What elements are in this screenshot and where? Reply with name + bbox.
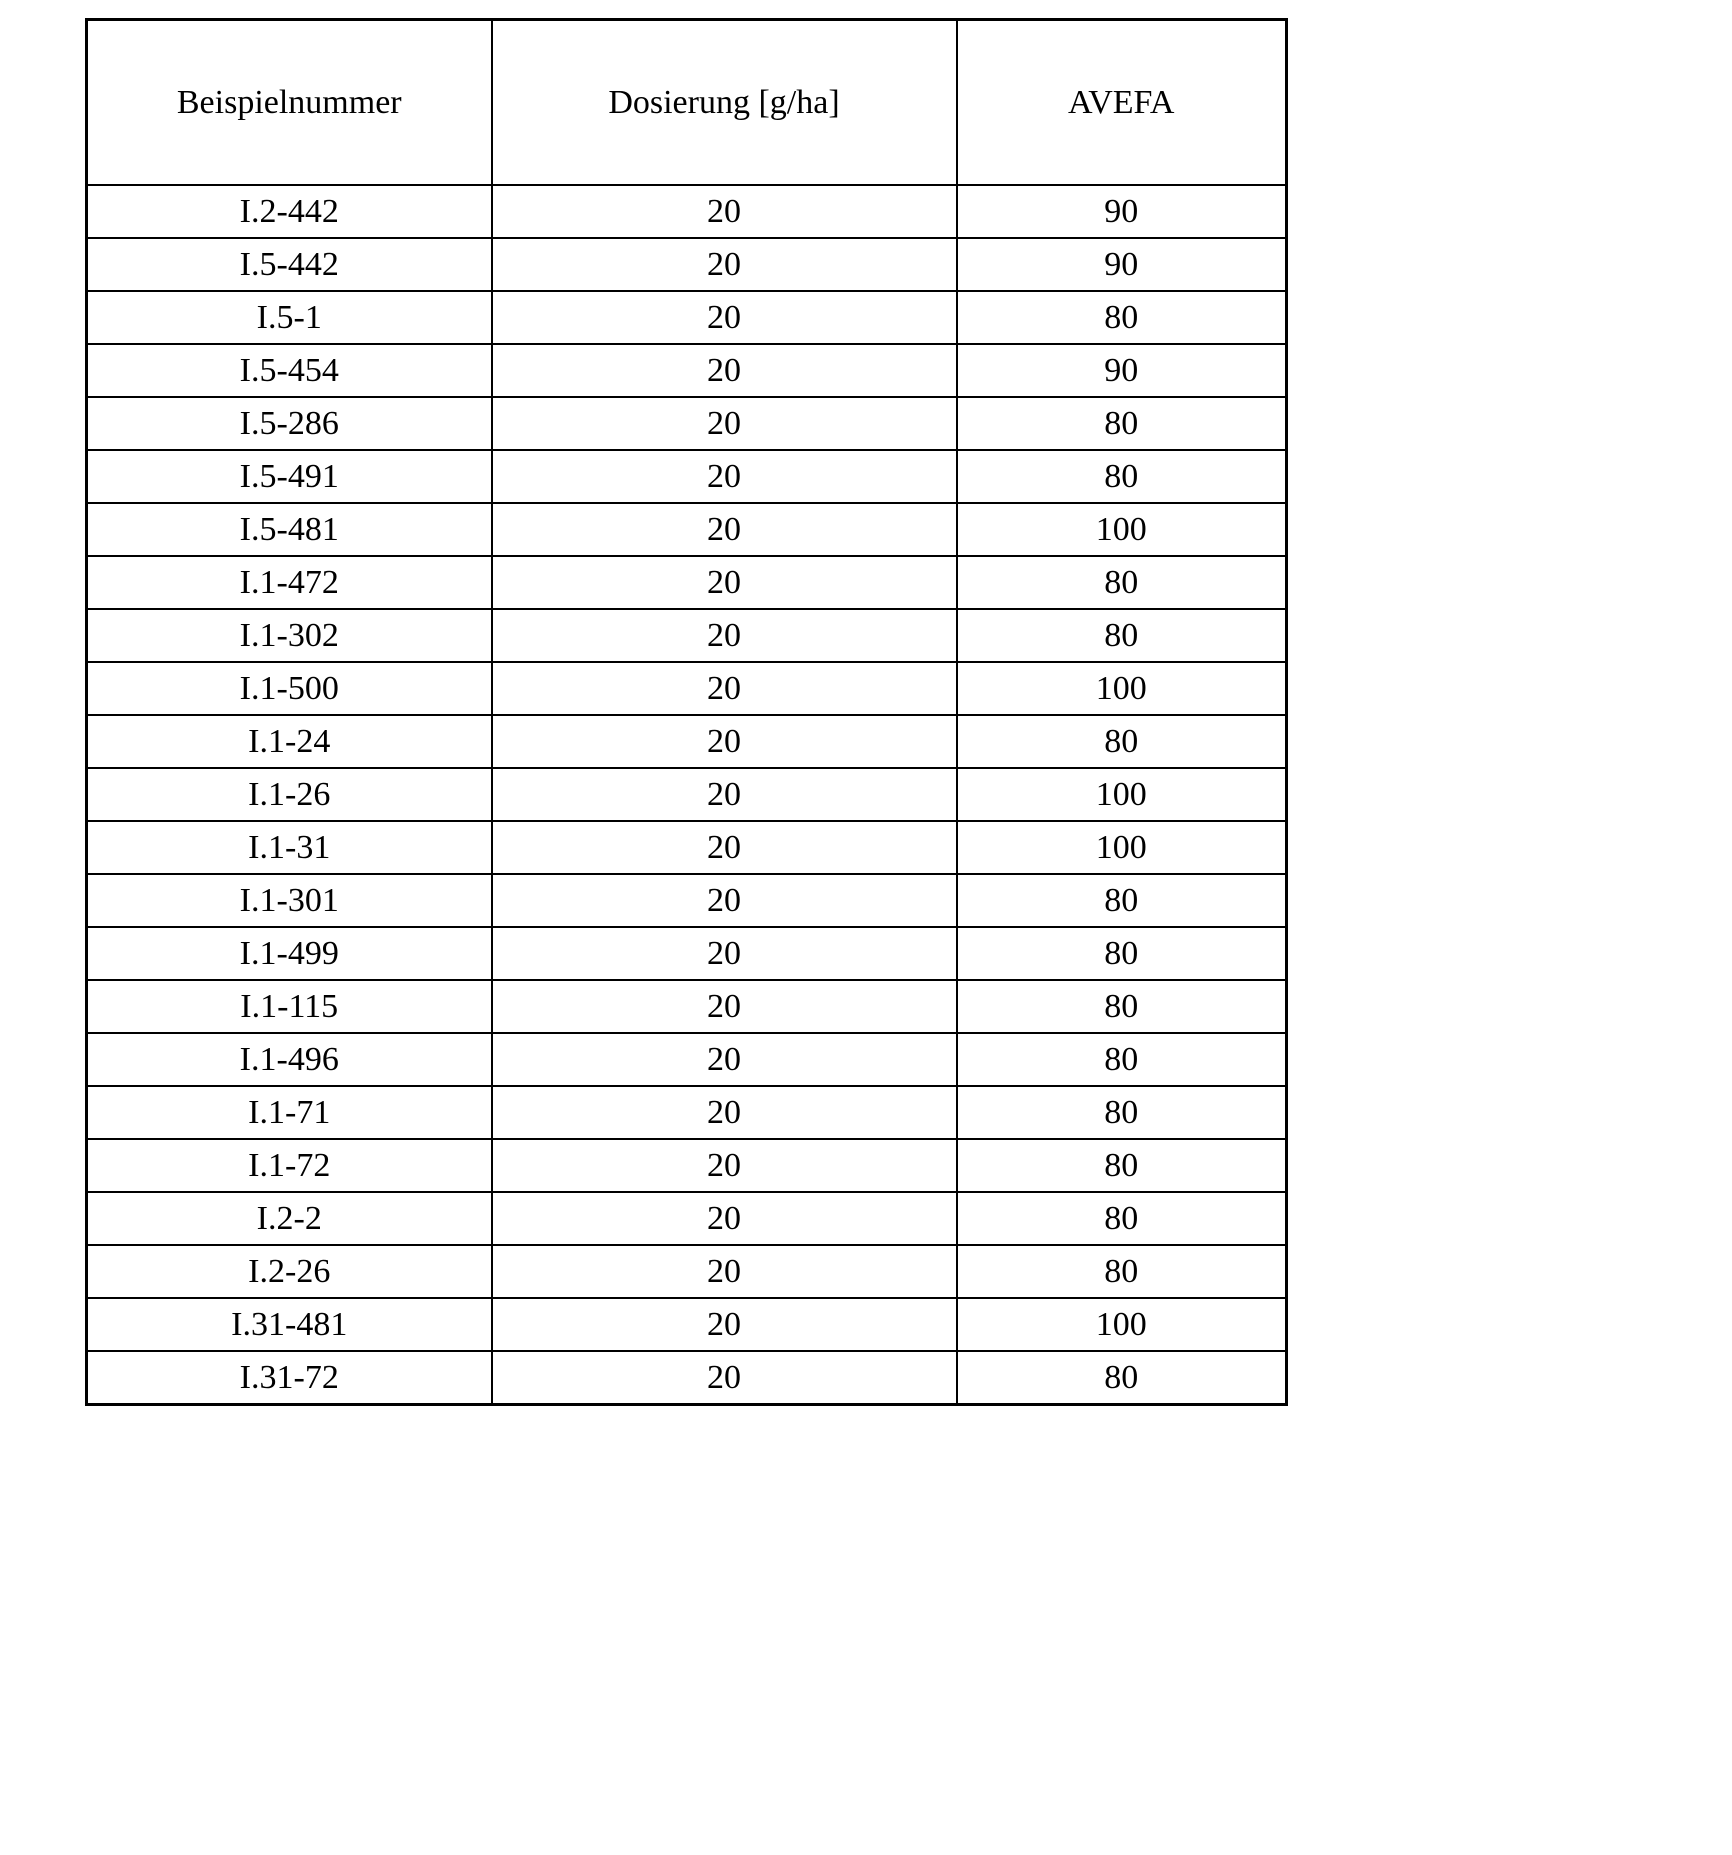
cell-beispielnummer: I.1-115 [87,980,492,1033]
table-row [87,238,1287,291]
table-row [87,768,1287,821]
cell-beispielnummer: I.1-301 [87,874,492,927]
cell-avefa: 80 [957,927,1287,980]
table-row [87,609,1287,662]
cell-dosierung: 20 [492,927,957,980]
cell-avefa: 80 [957,397,1287,450]
column-header-dosierung: Dosierung [g/ha] [492,20,957,186]
cell-dosierung: 20 [492,821,957,874]
cell-avefa: 100 [957,821,1287,874]
cell-beispielnummer: I.2-2 [87,1192,492,1245]
cell-dosierung: 20 [492,609,957,662]
table-row [87,1245,1287,1298]
table-row [87,980,1287,1033]
table-row [87,1351,1287,1405]
table-row [87,1139,1287,1192]
cell-beispielnummer: I.31-72 [87,1351,492,1405]
cell-beispielnummer: I.31-481 [87,1298,492,1351]
column-header-avefa: AVEFA [957,20,1287,186]
cell-dosierung: 20 [492,768,957,821]
cell-avefa: 90 [957,238,1287,291]
cell-dosierung: 20 [492,1086,957,1139]
table-row [87,1298,1287,1351]
results-table [85,18,1288,1406]
table-header [87,20,1287,186]
cell-avefa: 80 [957,1351,1287,1405]
table-row [87,503,1287,556]
cell-avefa: 100 [957,662,1287,715]
cell-dosierung: 20 [492,556,957,609]
table-row [87,291,1287,344]
table-row [87,1192,1287,1245]
cell-beispielnummer: I.2-26 [87,1245,492,1298]
cell-beispielnummer: I.1-24 [87,715,492,768]
cell-avefa: 80 [957,1245,1287,1298]
column-header-beispielnummer: Beispielnummer [87,20,492,186]
cell-beispielnummer: I.1-499 [87,927,492,980]
table-row [87,715,1287,768]
cell-beispielnummer: I.5-1 [87,291,492,344]
cell-dosierung: 20 [492,344,957,397]
cell-beispielnummer: I.1-302 [87,609,492,662]
cell-avefa: 90 [957,344,1287,397]
table-row [87,1033,1287,1086]
cell-avefa: 80 [957,1033,1287,1086]
cell-avefa: 80 [957,609,1287,662]
table-row [87,185,1287,238]
cell-avefa: 80 [957,450,1287,503]
table-body [87,185,1287,1405]
cell-avefa: 80 [957,980,1287,1033]
cell-beispielnummer: I.1-472 [87,556,492,609]
cell-dosierung: 20 [492,1192,957,1245]
cell-dosierung: 20 [492,1351,957,1405]
cell-beispielnummer: I.5-481 [87,503,492,556]
cell-dosierung: 20 [492,1033,957,1086]
cell-beispielnummer: I.1-26 [87,768,492,821]
cell-dosierung: 20 [492,185,957,238]
cell-avefa: 80 [957,1192,1287,1245]
cell-avefa: 100 [957,503,1287,556]
cell-dosierung: 20 [492,450,957,503]
table-row [87,927,1287,980]
cell-beispielnummer: I.2-442 [87,185,492,238]
cell-dosierung: 20 [492,662,957,715]
cell-dosierung: 20 [492,238,957,291]
cell-beispielnummer: I.1-72 [87,1139,492,1192]
cell-dosierung: 20 [492,1139,957,1192]
table-row [87,1086,1287,1139]
table-row [87,450,1287,503]
table-row [87,662,1287,715]
cell-beispielnummer: I.5-442 [87,238,492,291]
cell-avefa: 100 [957,768,1287,821]
cell-beispielnummer: I.5-454 [87,344,492,397]
cell-avefa: 80 [957,1086,1287,1139]
results-table-container [85,18,1288,1406]
cell-dosierung: 20 [492,1298,957,1351]
table-row [87,344,1287,397]
cell-dosierung: 20 [492,291,957,344]
cell-beispielnummer: I.1-31 [87,821,492,874]
cell-beispielnummer: I.5-491 [87,450,492,503]
table-row [87,874,1287,927]
cell-avefa: 90 [957,185,1287,238]
cell-avefa: 80 [957,556,1287,609]
cell-dosierung: 20 [492,1245,957,1298]
table-row [87,821,1287,874]
cell-avefa: 100 [957,1298,1287,1351]
cell-avefa: 80 [957,874,1287,927]
cell-dosierung: 20 [492,397,957,450]
cell-beispielnummer: I.5-286 [87,397,492,450]
table-row [87,397,1287,450]
cell-avefa: 80 [957,1139,1287,1192]
cell-dosierung: 20 [492,715,957,768]
cell-beispielnummer: I.1-500 [87,662,492,715]
cell-dosierung: 20 [492,503,957,556]
cell-dosierung: 20 [492,874,957,927]
cell-beispielnummer: I.1-496 [87,1033,492,1086]
cell-avefa: 80 [957,715,1287,768]
cell-avefa: 80 [957,291,1287,344]
table-header-row [87,20,1287,186]
cell-beispielnummer: I.1-71 [87,1086,492,1139]
table-row [87,556,1287,609]
cell-dosierung: 20 [492,980,957,1033]
